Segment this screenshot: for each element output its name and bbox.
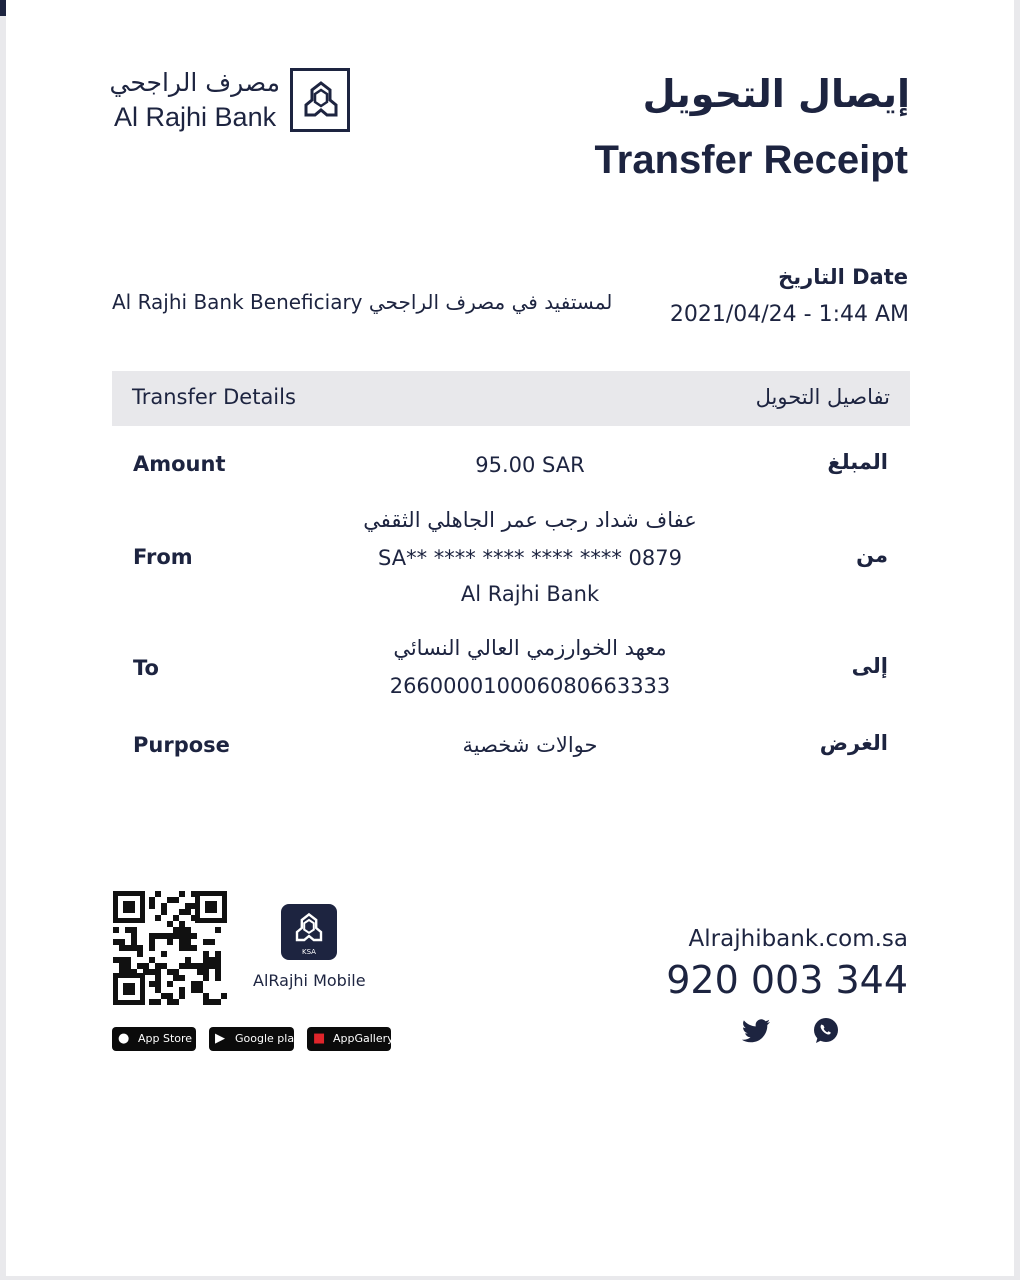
- to-account: 2660000100060806633​33: [389, 674, 671, 698]
- beneficiary-type: Al Rajhi Bank Beneficiary لمستفيد في مصرف الراجحي: [112, 290, 613, 314]
- bank-logo-mark-icon: [290, 68, 350, 132]
- details-header-english: Transfer Details: [132, 385, 296, 409]
- title-arabic: إيصال التحويل: [642, 72, 910, 116]
- phone-number[interactable]: 920 003 344: [666, 958, 908, 1002]
- app-store-badge[interactable]: [112, 1027, 196, 1051]
- amount-label-arabic: المبلغ: [827, 450, 888, 474]
- to-label-english: To: [133, 656, 159, 680]
- from-label-arabic: من: [856, 543, 888, 567]
- app-store-label: App Store: [138, 1032, 193, 1045]
- twitter-icon[interactable]: [740, 1015, 772, 1047]
- from-label-english: From: [133, 545, 193, 569]
- bank-name-arabic: مصرف الراجحي: [109, 68, 280, 97]
- transfer-details-header: [112, 371, 910, 426]
- purpose-value: حوالات شخصية: [462, 733, 598, 757]
- app-name-label: AlRajhi Mobile: [253, 971, 366, 990]
- purpose-label-arabic: الغرض: [819, 731, 888, 755]
- amount-value: 95.00 SAR: [475, 453, 585, 477]
- google-play-label: Google play: [235, 1032, 301, 1045]
- date-label: التاريخ Date: [778, 265, 908, 289]
- title-english: Transfer Receipt: [594, 138, 908, 182]
- huawei-icon: ■: [313, 1031, 326, 1046]
- bank-name-english: Al Rajhi Bank: [114, 102, 277, 132]
- purpose-label-english: Purpose: [133, 733, 230, 757]
- alrajhi-mobile-app-icon[interactable]: [281, 904, 337, 960]
- amount-label-english: Amount: [133, 452, 226, 476]
- apple-icon: ●: [118, 1031, 130, 1046]
- to-name: معهد الخوارزمي العالي النسائي: [393, 636, 667, 660]
- app-gallery-badge[interactable]: [307, 1027, 394, 1051]
- from-name: عفاف شداد رجب عمر الجاهلي الثقفي: [363, 508, 697, 532]
- website-link[interactable]: Alrajhibank.com.sa: [688, 926, 908, 952]
- ksa-badge: KSA: [302, 948, 316, 956]
- to-label-arabic: إلى: [851, 654, 888, 678]
- details-header-arabic: تفاصيل التحويل: [755, 385, 890, 409]
- date-value: 2021/04/24 - 1:44 AM: [669, 302, 909, 327]
- from-account: SA** **** **** **** **** 0879: [378, 546, 682, 570]
- qr-code: [113, 891, 227, 1005]
- google-play-icon: ▶: [215, 1031, 225, 1046]
- whatsapp-icon[interactable]: [810, 1015, 842, 1047]
- google-play-badge[interactable]: [209, 1027, 301, 1051]
- app-gallery-label: AppGallery: [333, 1032, 394, 1045]
- from-bank: Al Rajhi Bank: [460, 582, 600, 606]
